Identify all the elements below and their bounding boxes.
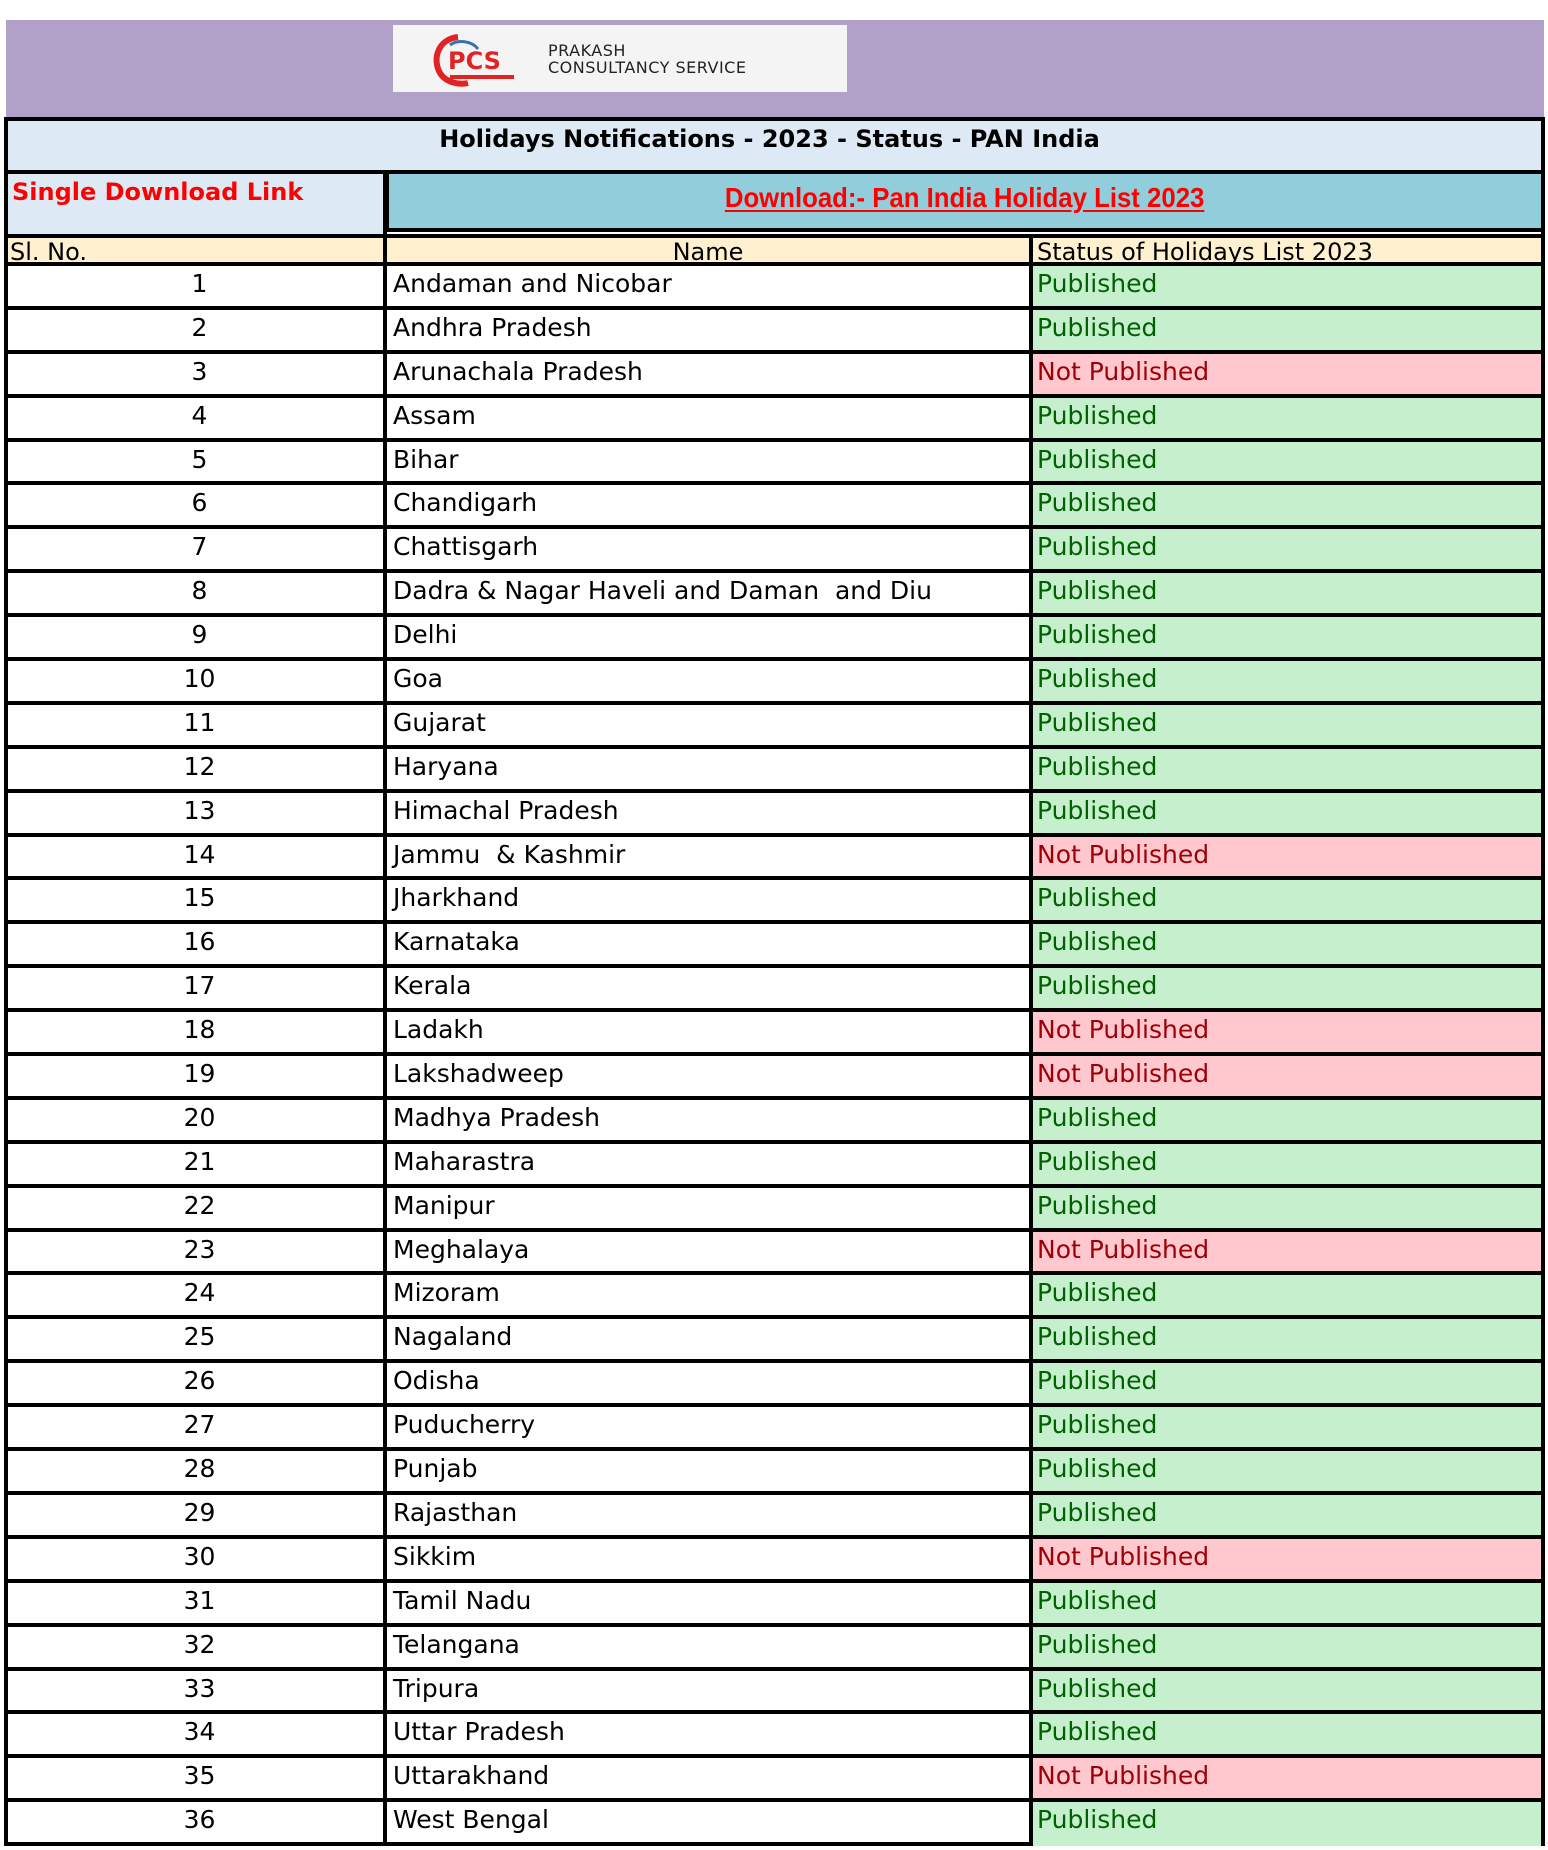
status-not-published-cell: Not Published <box>1033 1232 1541 1272</box>
status-published-cell: Published <box>1033 793 1541 833</box>
state-name-cell: Nagaland <box>393 1322 513 1352</box>
serial-number-cell: 27 <box>183 1410 216 1440</box>
status-published-cell: Published <box>1033 266 1541 306</box>
status-published-cell: Published <box>1033 485 1541 525</box>
status-published-cell: Published <box>1033 1407 1541 1447</box>
table-row <box>8 1100 1541 1144</box>
state-name-cell: Puducherry <box>393 1410 536 1440</box>
serial-number-cell: 31 <box>183 1585 216 1615</box>
serial-number-cell: 15 <box>183 883 216 913</box>
table-row <box>8 1012 1541 1056</box>
serial-number-cell: 34 <box>183 1717 216 1747</box>
serial-number-cell: 29 <box>183 1497 216 1527</box>
state-name-cell: Sikkim <box>393 1541 477 1571</box>
state-name-cell: Madhya Pradesh <box>393 1102 601 1132</box>
serial-number-cell: 8 <box>191 576 208 606</box>
column-header-status: Status of Holidays List 2023 <box>1037 238 1373 266</box>
state-name-cell: Jammu & Kashmir <box>393 839 626 869</box>
status-not-published-cell: Not Published <box>1033 1758 1541 1798</box>
state-name-cell: Assam <box>393 400 476 430</box>
table-row <box>8 1056 1541 1100</box>
state-name-cell: Punjab <box>393 1454 478 1484</box>
status-published-cell: Published <box>1033 1363 1541 1403</box>
table-row <box>8 573 1541 617</box>
serial-number-cell: 35 <box>183 1761 216 1791</box>
status-published-cell: Published <box>1033 1319 1541 1359</box>
single-download-label: Single Download Link <box>8 174 385 234</box>
state-name-cell: Lakshadweep <box>393 1059 564 1089</box>
column-header-name: Name <box>672 238 744 266</box>
serial-number-cell: 10 <box>183 664 216 694</box>
table-row <box>8 837 1541 881</box>
table-row <box>8 1539 1541 1583</box>
status-published-cell: Published <box>1033 1583 1541 1623</box>
pcs-logo-mark-icon <box>428 31 538 87</box>
table-body <box>8 266 1541 1846</box>
table-row <box>8 1671 1541 1715</box>
table-row <box>8 1495 1541 1539</box>
table-row <box>8 968 1541 1012</box>
serial-number-cell: 28 <box>183 1454 216 1484</box>
table-row <box>8 485 1541 529</box>
state-name-cell: Tamil Nadu <box>393 1585 532 1615</box>
serial-number-cell: 20 <box>183 1102 216 1132</box>
serial-number-cell: 25 <box>183 1322 216 1352</box>
status-not-published-cell: Not Published <box>1033 354 1541 394</box>
serial-number-cell: 1 <box>191 269 208 298</box>
table-row <box>8 1363 1541 1407</box>
state-name-cell: West Bengal <box>393 1805 549 1835</box>
state-name-cell: Rajasthan <box>393 1497 518 1527</box>
table-row <box>8 1714 1541 1758</box>
state-name-cell: Arunachala Pradesh <box>393 356 643 386</box>
serial-number-cell: 36 <box>183 1805 216 1835</box>
status-published-cell: Published <box>1033 398 1541 438</box>
table-row <box>8 1275 1541 1319</box>
serial-number-cell: 3 <box>191 356 208 386</box>
status-not-published-cell: Not Published <box>1033 1012 1541 1052</box>
status-published-cell: Published <box>1033 924 1541 964</box>
table-row <box>8 398 1541 442</box>
table-row <box>8 1758 1541 1802</box>
status-published-cell: Published <box>1033 1671 1541 1711</box>
table-row <box>8 266 1541 310</box>
status-published-cell: Published <box>1033 1144 1541 1184</box>
serial-number-cell: 4 <box>191 400 208 430</box>
holiday-status-table <box>4 117 1545 1846</box>
state-name-cell: Mizoram <box>393 1278 500 1308</box>
serial-number-cell: 7 <box>191 532 208 562</box>
status-published-cell: Published <box>1033 1451 1541 1491</box>
table-row <box>8 661 1541 705</box>
status-published-cell: Published <box>1033 1188 1541 1228</box>
serial-number-cell: 33 <box>183 1673 216 1703</box>
table-row <box>8 354 1541 398</box>
status-published-cell: Published <box>1033 442 1541 482</box>
status-published-cell: Published <box>1033 749 1541 789</box>
state-name-cell: Himachal Pradesh <box>393 795 619 825</box>
status-published-cell: Published <box>1033 880 1541 920</box>
state-name-cell: Chattisgarh <box>393 532 539 562</box>
serial-number-cell: 12 <box>183 751 216 781</box>
serial-number-cell: 16 <box>183 927 216 957</box>
serial-number-cell: 5 <box>191 444 208 474</box>
serial-number-cell: 22 <box>183 1190 216 1220</box>
serial-number-cell: 26 <box>183 1366 216 1396</box>
table-row <box>8 705 1541 749</box>
table-row <box>8 1188 1541 1232</box>
logo-text <box>548 42 746 76</box>
state-name-cell: Gujarat <box>393 707 486 737</box>
table-row <box>8 924 1541 968</box>
table-row <box>8 442 1541 486</box>
status-published-cell: Published <box>1033 1100 1541 1140</box>
status-not-published-cell: Not Published <box>1033 1539 1541 1579</box>
status-published-cell: Published <box>1033 1802 1541 1846</box>
table-row <box>8 1451 1541 1495</box>
status-published-cell: Published <box>1033 529 1541 569</box>
status-published-cell: Published <box>1033 705 1541 745</box>
state-name-cell: Delhi <box>393 620 458 650</box>
serial-number-cell: 11 <box>183 707 216 737</box>
column-header-sl-no: Sl. No. <box>10 238 88 266</box>
table-row <box>8 1627 1541 1671</box>
download-link[interactable]: Download:- Pan India Holiday List 2023 <box>725 182 1205 213</box>
serial-number-cell: 21 <box>183 1146 216 1176</box>
serial-number-cell: 24 <box>183 1278 216 1308</box>
status-published-cell: Published <box>1033 1275 1541 1315</box>
page-title: Holidays Notifications - 2023 - Status - PAN India <box>439 125 1100 153</box>
state-name-cell: Maharastra <box>393 1146 536 1176</box>
serial-number-cell: 19 <box>183 1059 216 1089</box>
serial-number-cell: 13 <box>183 795 216 825</box>
table-row <box>8 1802 1541 1846</box>
table-row <box>8 1407 1541 1451</box>
table-row <box>8 880 1541 924</box>
state-name-cell: Tripura <box>393 1673 480 1703</box>
table-row <box>8 529 1541 573</box>
status-published-cell: Published <box>1033 661 1541 701</box>
serial-number-cell: 2 <box>191 312 208 342</box>
status-published-cell: Published <box>1033 1627 1541 1667</box>
state-name-cell: Andhra Pradesh <box>393 312 592 342</box>
serial-number-cell: 32 <box>183 1629 216 1659</box>
status-published-cell: Published <box>1033 968 1541 1008</box>
state-name-cell: Manipur <box>393 1190 495 1220</box>
table-row <box>8 310 1541 354</box>
table-row <box>8 1232 1541 1276</box>
download-link-cell <box>385 170 1545 232</box>
table-row <box>8 1319 1541 1363</box>
logo-mark-text: PCS <box>448 46 501 75</box>
table-row <box>8 1583 1541 1627</box>
state-name-cell: Jharkhand <box>393 883 520 913</box>
table-row <box>8 749 1541 793</box>
serial-number-cell: 14 <box>183 839 216 869</box>
serial-number-cell: 17 <box>183 971 216 1001</box>
title-row <box>8 121 1541 174</box>
download-row <box>8 174 1541 234</box>
state-name-cell: Dadra & Nagar Haveli and Daman and Diu <box>393 576 932 606</box>
state-name-cell: Telangana <box>393 1629 520 1659</box>
state-name-cell: Andaman and Nicobar <box>393 269 672 298</box>
logo-line-1: PRAKASH <box>548 40 626 60</box>
status-not-published-cell: Not Published <box>1033 837 1541 877</box>
table-row <box>8 793 1541 837</box>
state-name-cell: Kerala <box>393 971 472 1001</box>
serial-number-cell: 6 <box>191 488 208 518</box>
state-name-cell: Odisha <box>393 1366 480 1396</box>
company-logo <box>393 25 847 92</box>
state-name-cell: Uttar Pradesh <box>393 1717 565 1747</box>
serial-number-cell: 18 <box>183 1015 216 1045</box>
logo-line-2: CONSULTANCY SERVICE <box>548 57 747 77</box>
status-not-published-cell: Not Published <box>1033 1056 1541 1096</box>
status-published-cell: Published <box>1033 310 1541 350</box>
status-published-cell: Published <box>1033 1714 1541 1754</box>
state-name-cell: Goa <box>393 664 443 694</box>
state-name-cell: Haryana <box>393 751 499 781</box>
column-header-row <box>8 234 1541 266</box>
table-row <box>8 617 1541 661</box>
serial-number-cell: 23 <box>183 1234 216 1264</box>
status-published-cell: Published <box>1033 617 1541 657</box>
state-name-cell: Karnataka <box>393 927 520 957</box>
table-row <box>8 1144 1541 1188</box>
status-published-cell: Published <box>1033 573 1541 613</box>
state-name-cell: Ladakh <box>393 1015 484 1045</box>
state-name-cell: Bihar <box>393 444 459 474</box>
serial-number-cell: 30 <box>183 1541 216 1571</box>
serial-number-cell: 9 <box>191 620 208 650</box>
state-name-cell: Chandigarh <box>393 488 538 518</box>
state-name-cell: Uttarakhand <box>393 1761 550 1791</box>
state-name-cell: Meghalaya <box>393 1234 530 1264</box>
status-published-cell: Published <box>1033 1495 1541 1535</box>
